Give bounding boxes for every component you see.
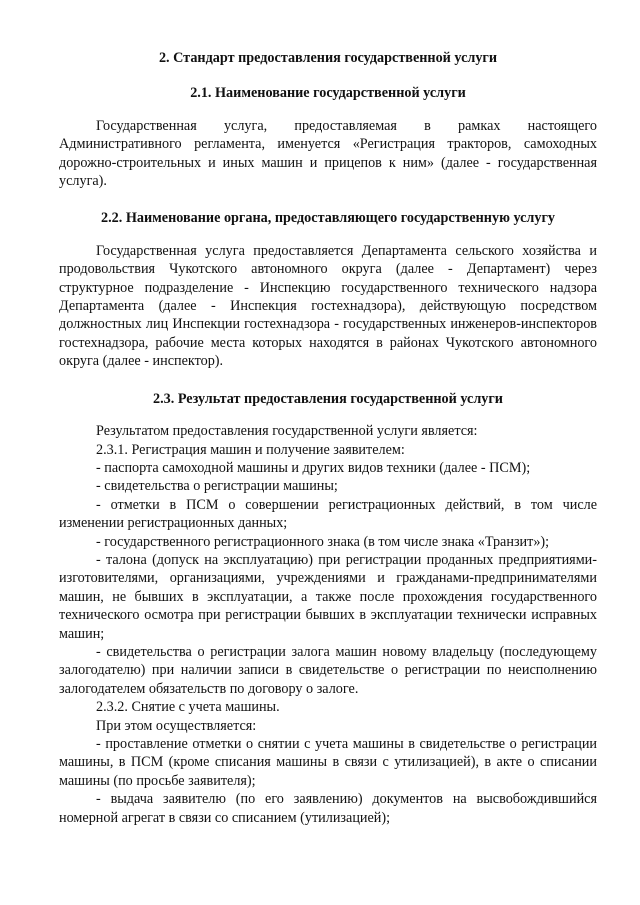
section-title: 2. Стандарт предоставления государственной услуги — [158, 50, 498, 66]
subsection-2-3-title: 2.3. Результат предоставления государственной услуги — [152, 390, 503, 407]
paragraph-2-3-1: 2.3.1. Регистрация машин и получение заявителем: — [96, 441, 405, 458]
paragraph-performed: При этом осуществляется: — [96, 717, 257, 734]
list-item-psm-marks: - отметки в ПСМ о совершении регистрационных действий, в том числе изменении регистрационных данных; — [59, 496, 597, 532]
document-body — [59, 49, 597, 827]
subsection-2-1-title: 2.1. Наименование государственной услуги — [190, 85, 466, 102]
list-item-coupon: - талона (допуск на эксплуатацию) при регистрации проданных предприятиями-изготовителями, организациями, учреждениями и гражданами-предпринимателями машин, не бывших в эксплуатации, а также после прохождения государственного технического осмотра при регистрации бывших в эксплуатации технически исправных машин; — [59, 551, 597, 642]
subsection-2-2-title: 2.2. Наименование органа, предоставляющего государственную услугу — [100, 210, 556, 227]
subsection-2-1-paragraph: Государственная услуга, предоставляемая в рамках настоящего Административного регламента, именуется «Регистрация тракторов, самоходных дорожно-строительных и иных машин и прицепов к ним» (далее - государственная услуга). — [59, 117, 597, 190]
subsection-2-2-paragraph: Государственная услуга предоставляется Департамента сельского хозяйства и продовольствия Чукотского автономного округа (далее - Департамент) через структурное подразделение - Инспекцию государственного технического надзора Департамента (далее - Инспекция гостехнадзора), действующую посредством должностных лиц Инспекции гостехнадзора - государственных инженеров-инспекторов гостехнадзора, рабочие места которых находятся в районах Чукотского автономного округа (далее - инспектор). — [59, 242, 597, 370]
list-item-unit-documents: - выдача заявителю (по его заявлению) документов на высвобождившийся номерной агрегат в связи со списанием (утилизацией); — [59, 791, 597, 826]
list-item-pledge-certificate: - свидетельства о регистрации залога машин новому владельцу (последующему залогодателю) при наличии записи в свидетельстве о регистрации по неисполнению залогодателем обязательств по договору о залоге. — [59, 643, 597, 697]
list-item-registration-plate: - государственного регистрационного знака (в том числе знака «Транзит»); — [96, 533, 550, 550]
list-item-psm: - паспорта самоходной машины и других видов техники (далее - ПСМ); — [96, 459, 531, 476]
paragraph-2-3-2: 2.3.2. Снятие с учета машины. — [96, 699, 280, 716]
paragraph-result-intro: Результатом предоставления государственной услуги является: — [96, 423, 478, 440]
list-item-deregistration-mark: - проставление отметки о снятии с учета машины в свидетельстве о регистрации машины, в ПСМ (кроме списания машины в связи с утилизацией), в акте о списании машины (по просьбе заявителя); — [59, 736, 597, 789]
list-item-certificate: - свидетельства о регистрации машины; — [96, 478, 338, 495]
